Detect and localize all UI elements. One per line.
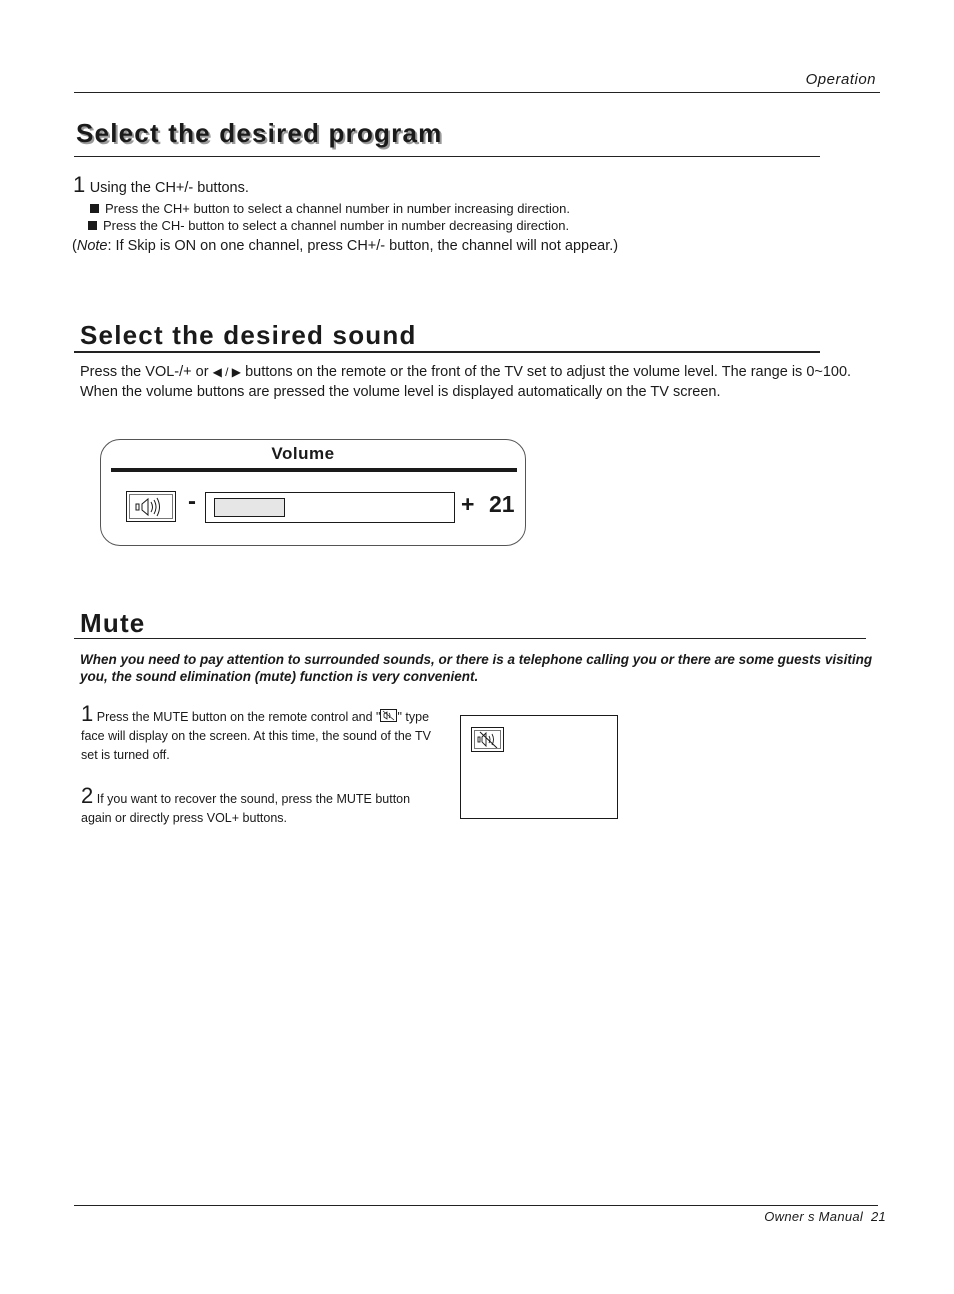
volume-osd-title: Volume <box>271 444 335 463</box>
step-text: Using the CH+/- buttons. <box>89 180 249 196</box>
volume-slider-fill <box>214 498 285 517</box>
mute-screen-illustration <box>460 715 618 819</box>
program-title-rule <box>74 156 820 157</box>
mute-section-title: Mute <box>80 608 146 638</box>
program-section-title: Select the desired program <box>76 118 443 148</box>
volume-plus: + <box>461 491 475 517</box>
sound-section-title: Select the desired sound <box>80 320 417 350</box>
mute-speaker-icon <box>471 727 504 752</box>
step-number: 1 <box>81 701 94 726</box>
header-rule <box>74 92 880 93</box>
bullet-ch-plus: Press the CH+ button to select a channel number in number increasing direction. <box>90 201 570 216</box>
speaker-icon <box>126 491 176 522</box>
step-number: 2 <box>81 783 94 808</box>
step-number: 1 <box>73 172 86 197</box>
footer-page-label: Owner s Manual 21 <box>764 1209 886 1224</box>
volume-slider <box>205 492 455 523</box>
bullet-square-icon <box>88 221 97 230</box>
note-label: Note <box>76 238 108 254</box>
footer-rule <box>74 1205 878 1206</box>
running-header: Operation <box>805 71 876 88</box>
left-right-arrow-icon: ◀ / ▶ <box>212 365 242 379</box>
sound-instructions-line-2: When the volume buttons are pressed the volume level is displayed automatically on the TV screen. <box>80 384 721 400</box>
mute-intro: When you need to pay attention to surrounded sounds, or there is a telephone calling you or there are some guests visiting you, the sound elimination (mute) function is very convenient. <box>80 652 873 684</box>
volume-minus: - <box>188 488 196 515</box>
sound-title-rule <box>74 351 820 353</box>
bullet-ch-minus: Press the CH- button to select a channel number in number decreasing direction. <box>88 218 569 233</box>
program-note: (Note: If Skip is ON on one channel, press CH+/- button, the channel will not appear.) <box>72 238 619 254</box>
program-step-1 <box>73 174 249 198</box>
mute-step-2: 2 If you want to recover the sound, press the MUTE button again or directly press VOL+ buttons. <box>81 783 411 825</box>
mute-title-rule <box>74 638 866 639</box>
sound-instructions-line-1: Press the VOL-/+ or ◀ / ▶ buttons on the remote or the front of the TV set to adjust the volume level. The range is 0~100. <box>80 364 852 380</box>
mute-step-1: 1 Press the MUTE button on the remote control and " " type face will display on the screen. At this time, the sound of the TV set is turned off. <box>81 701 431 762</box>
volume-osd <box>100 439 526 546</box>
volume-value: 21 <box>489 491 515 517</box>
mute-inline-icon <box>380 709 397 722</box>
bullet-square-icon <box>90 204 99 213</box>
volume-osd-divider <box>111 468 517 472</box>
